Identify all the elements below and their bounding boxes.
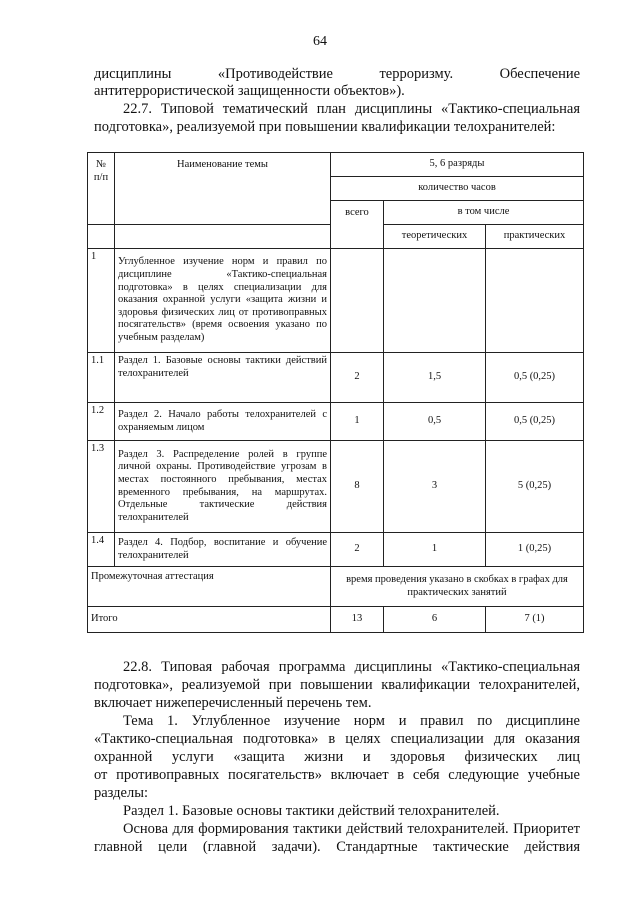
row-topic: Раздел 1. Базовые основы тактики действий телохранителей xyxy=(115,353,331,403)
header-num: № п/п xyxy=(88,153,115,225)
table-row xyxy=(88,249,584,353)
topic-1-line-3: охранной услуги «защита жизни и здоровья физических лиц xyxy=(94,749,580,765)
row-theory xyxy=(384,249,486,353)
row-practice: 0,5 (0,25) xyxy=(486,403,584,441)
row-topic: Раздел 2. Начало работы телохранителей с охраняемым лицом xyxy=(115,403,331,441)
row-total: 2 xyxy=(331,353,384,403)
row-practice: 5 (0,25) xyxy=(486,441,584,533)
interim-label: Промежуточная аттестация xyxy=(88,567,331,607)
table-row xyxy=(88,441,584,533)
table-row xyxy=(88,533,584,567)
topic-1-line-1: Тема 1. Углубленное изучение норм и правил по дисциплине xyxy=(123,713,580,729)
row-topic: Раздел 3. Распределение ролей в группе личной охраны. Противодействие угрозам в местах постоянного пребывания, местах временного пребывания, на маршрутах. Отдельные тактические действия телохранителей xyxy=(115,441,331,533)
row-num: 1 xyxy=(88,249,115,353)
row-total: 2 xyxy=(331,533,384,567)
topic-1-line-5: разделы: xyxy=(94,785,148,801)
total-row xyxy=(88,607,584,633)
table-row xyxy=(88,353,584,403)
page-number: 64 xyxy=(313,34,327,49)
row-num: 1.4 xyxy=(88,533,115,567)
intro-line-2: антитеррористической защищенности объектов»). xyxy=(94,83,405,99)
total-total: 13 xyxy=(331,607,384,633)
row-topic: Углубленное изучение норм и правил по дисциплине «Тактико-специальная подготовка» в целях специализации для оказания охранной услуги «защита жизни и здоровья физических лиц от противоправных посягательств» (время освоения указано по учебным разделам) xyxy=(115,249,331,353)
row-total: 8 xyxy=(331,441,384,533)
intro-word: терроризму. xyxy=(379,66,454,82)
section-heading-line-1: 22.7. Типовой тематический план дисциплины «Тактико-специальная xyxy=(123,101,580,117)
header-num-cont xyxy=(88,225,115,249)
row-total: 1 xyxy=(331,403,384,441)
section-heading-line-2: подготовка», реализуемой при повышении квалификации телохранителей: xyxy=(94,119,556,135)
thematic-plan-table xyxy=(87,152,584,633)
interim-row xyxy=(88,567,584,607)
row-theory: 1,5 xyxy=(384,353,486,403)
row-practice xyxy=(486,249,584,353)
section-1-text-line-1: Основа для формирования тактики действий телохранителей. Приоритет xyxy=(123,821,580,837)
header-practice: практических xyxy=(486,225,584,249)
table-row xyxy=(88,403,584,441)
intro-word: «Противодействие xyxy=(217,66,333,82)
header-topic: Наименование темы xyxy=(115,153,331,225)
header-theory: теоретических xyxy=(384,225,486,249)
section-1-text-line-2: главной цели (главной задачи). Стандартные тактические действия xyxy=(94,839,580,855)
row-topic: Раздел 4. Подбор, воспитание и обучение телохранителей xyxy=(115,533,331,567)
intro-word: дисциплины xyxy=(94,66,172,82)
paragraph-22-8-line-3: включает нижеперечисленный перечень тем. xyxy=(94,695,372,711)
row-theory: 1 xyxy=(384,533,486,567)
row-total xyxy=(331,249,384,353)
topic-1-line-2: «Тактико-специальная подготовка» в целях специализации для оказания xyxy=(94,731,580,747)
total-practice: 7 (1) xyxy=(486,607,584,633)
row-num: 1.3 xyxy=(88,441,115,533)
paragraph-22-8-line-2: подготовка», реализуемой при повышении квалификации телохранителей, xyxy=(94,677,580,693)
total-theory: 6 xyxy=(384,607,486,633)
row-theory: 0,5 xyxy=(384,403,486,441)
row-num: 1.2 xyxy=(88,403,115,441)
header-topic-cont xyxy=(115,225,331,249)
intro-word: Обеспечение xyxy=(499,66,581,82)
intro-line-1 xyxy=(94,66,580,84)
header-hours: количество часов xyxy=(331,177,584,201)
header-total: всего xyxy=(331,201,384,249)
paragraph-22-8-line-1: 22.8. Типовая рабочая программа дисциплины «Тактико-специальная xyxy=(123,659,580,675)
header-grade: 5, 6 разряды xyxy=(331,153,584,177)
row-practice: 1 (0,25) xyxy=(486,533,584,567)
total-label: Итого xyxy=(88,607,331,633)
header-including: в том числе xyxy=(384,201,584,225)
topic-1-line-4: от противоправных посягательств» включает в себя следующие учебные xyxy=(94,767,580,783)
interim-note: время проведения указано в скобках в графах для практических занятий xyxy=(331,567,584,607)
row-num: 1.1 xyxy=(88,353,115,403)
row-practice: 0,5 (0,25) xyxy=(486,353,584,403)
section-1-title: Раздел 1. Базовые основы тактики действий телохранителей. xyxy=(123,803,500,819)
row-theory: 3 xyxy=(384,441,486,533)
